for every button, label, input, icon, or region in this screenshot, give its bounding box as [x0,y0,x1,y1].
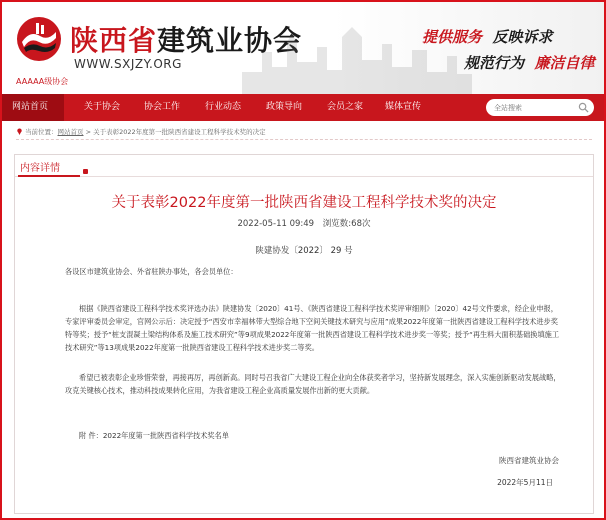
search-icon[interactable] [578,102,589,113]
slogan-2-dark: 规范行为 [464,54,525,72]
signature: 陕西省建筑业协会 [499,456,559,465]
nav-item-industry-news[interactable]: 行业动态 [205,102,242,112]
nav-item-home[interactable]: 网站首页 [2,94,64,121]
section-header [15,155,593,177]
nav-item-work[interactable]: 协会工作 [144,102,181,112]
main-nav [2,94,604,121]
breadcrumb-separator: > [83,128,94,136]
site-name-dark: 建筑业协会 [157,24,303,57]
nav-item-media[interactable]: 媒体宣传 [385,102,422,112]
nav-item-about[interactable]: 关于协会 [84,102,121,112]
search-input[interactable] [494,101,574,114]
salutation: 各设区市建筑业协会、外省驻陕办事处，各会员单位： [65,267,238,276]
paragraph-2: 希望已被表彰企业珍惜荣誉，再接再厉，再创新高。同时号召我省广大建设工程企业向全体获奖者学习，坚持新发展理念，深入实施创新驱动发展战略，攻克关键核心技术，推动科技成果转化应用，为我省建设工程企业高质量发展作出新的更大贡献。 [65,373,561,395]
article-views [323,219,371,229]
article-panel [14,154,594,514]
city-skyline-decoration-icon [242,12,472,94]
slogan-2-red: 廉洁自律 [534,54,595,72]
site-search [486,99,594,116]
section-title: 内容详情 [20,163,60,174]
site-url: WWW.SXJZY.ORG [74,57,182,71]
breadcrumb-home-link[interactable]: 网站首页 [57,128,84,136]
breadcrumb-current: 关于表彰2022年度第一批陕西省建设工程科学技术奖的决定 [93,128,266,136]
nav-item-policy[interactable]: 政策导向 [266,102,303,112]
views-label: 浏览数: [322,219,352,229]
article-date: 2022-05-11 09:49 [237,219,315,229]
breadcrumb-prefix: 当前位置： [25,128,58,136]
paragraph-1: 根据《陕西省建设工程科学技术奖评选办法》陕建协发〔2020〕41号、《陕西省建设工程科学技术奖评审细则》〔2020〕42号文件要求，经企业申报，专家评审委员会审定，官网公示后：决定授予“西安市幸福林带大型综合地下空间关键技术研究与应用”成果2022年度第一批陕西省建设工程科学技术进步奖特等奖；授予“桩支混凝土梁结构体系及施工技术研究”等9项成果2022年度第一批陕西省建设工程科学技术进步奖一等奖；授予“再生料大面积基础换填施工技术研究”等13项成果2022年度第一批陕西省建设工程科学技术进步奖二等奖。 [65,304,560,352]
slogan-line-2 [464,52,594,73]
association-logo-icon[interactable] [16,16,62,62]
location-icon [16,128,23,135]
slogan-1-red: 提供服务 [422,28,483,46]
section-underline [18,175,80,177]
article-title: 关于表彰2022年度第一批陕西省建设工程科学技术奖的决定 [111,195,497,211]
slogan-1-dark: 反映诉求 [492,28,553,46]
article-meta [15,217,593,229]
nav-item-members[interactable]: 会员之家 [327,102,364,112]
document-number: 陕建协发〔2022〕 29 号 [255,246,353,256]
site-name-red: 陕西省 [70,24,158,57]
slogan-line-1 [422,26,552,47]
attachment-line[interactable]: 附 件：2022年度第一批陕西省科学技术奖名单 [79,431,229,440]
section-marker [83,169,88,174]
site-header [2,2,604,94]
sign-date: 2022年5月11日 [497,478,553,487]
grade-badge: AAAAA级协会 [16,77,69,86]
breadcrumb [16,126,592,140]
views-count: 68次 [351,219,371,229]
